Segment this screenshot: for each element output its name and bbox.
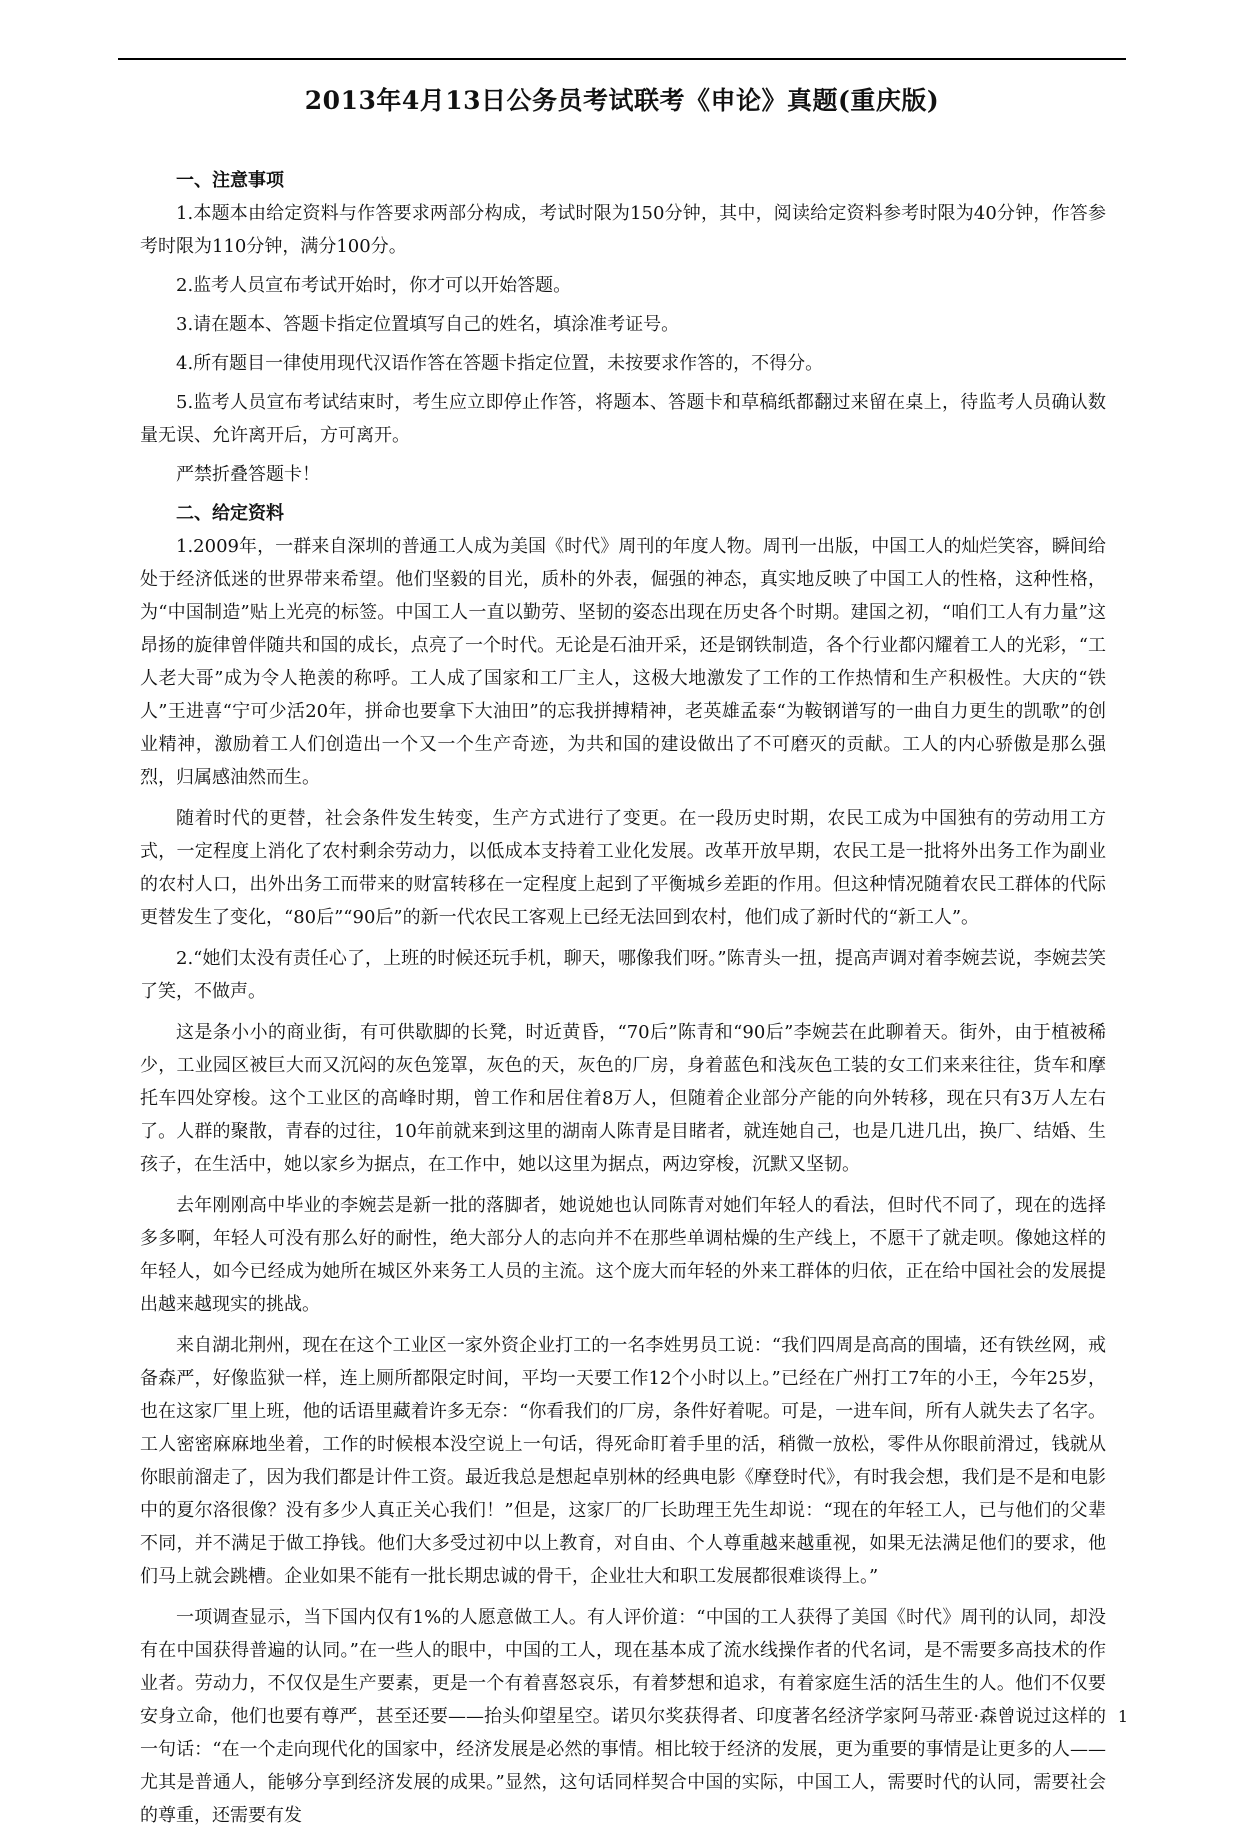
page-number: 1 [1117, 1707, 1128, 1726]
material-paragraph: 1.2009年，一群来自深圳的普通工人成为美国《时代》周刊的年度人物。周刊一出版，中国工人的灿烂笑容，瞬间给处于经济低迷的世界带来希望。他们坚毅的目光，质朴的外表，倔强的神态，真实地反映了中国工人的性格，这种性格，为“中国制造”贴上光亮的标签。中国工人一直以勤劳、坚韧的姿态出现在历史各个时期。建国之初，“咱们工人有力量”这昂扬的旋律曾伴随共和国的成长，点亮了一个时代。无论是石油开采，还是钢铁制造，各个行业都闪耀着工人的光彩，“工人老大哥”成为令人艳羡的称呼。工人成了国家和工厂主人，这极大地激发了工作的工作热情和生产积极性。大庆的“铁人”王进喜“宁可少活20年，拼命也要拿下大油田”的忘我拼搏精神，老英雄孟泰“为鞍钢谱写的一曲自力更生的凯歌”的创业精神，激励着工人们创造出一个又一个生产奇迹，为共和国的建设做出了不可磨灭的贡献。工人的内心骄傲是那么强烈，归属感油然而生。 [140, 536, 1106, 788]
material-paragraph: 去年刚刚高中毕业的李婉芸是新一批的落脚者，她说她也认同陈青对她们年轻人的看法，但时代不同了，现在的选择多多啊，年轻人可没有那么好的耐性，绝大部分人的志向并不在那些单调枯燥的生产线上，不愿干了就走呗。像她这样的年轻人，如今已经成为她所在城区外来务工人员的主流。这个庞大而年轻的外来工群体的归依，正在给中国社会的发展提出越来越现实的挑战。 [140, 1195, 1106, 1315]
notice-warning: 严禁折叠答题卡！ [176, 464, 320, 485]
notice-item: 4.所有题目一律使用现代汉语作答在答题卡指定位置，未按要求作答的，不得分。 [176, 353, 824, 374]
notice-item: 2.监考人员宣布考试开始时，你才可以开始答题。 [176, 275, 572, 296]
material-paragraph: 2.“她们太没有责任心了，上班的时候还玩手机，聊天，哪像我们呀。”陈青头一扭，提高声调对着李婉芸说，李婉芸笑了笑，不做声。 [140, 948, 1106, 1002]
notice-item: 3.请在题本、答题卡指定位置填写自己的姓名，填涂准考证号。 [176, 314, 680, 335]
document-title: 2013年4月13日公务员考试联考《申论》真题(重庆版) [304, 86, 940, 115]
notice-item: 1.本题本由给定资料与作答要求两部分构成，考试时限为150分钟，其中，阅读给定资料参考时限为40分钟，作答参考时限为110分钟，满分100分。 [140, 203, 1106, 257]
material-paragraph: 这是条小小的商业街，有可供歇脚的长凳，时近黄昏，“70后”陈青和“90后”李婉芸在此聊着天。街外，由于植被稀少，工业园区被巨大而又沉闷的灰色笼罩，灰色的天，灰色的厂房，身着蓝色和浅灰色工装的女工们来来往往，货车和摩托车四处穿梭。这个工业区的高峰时期，曾工作和居住着8万人，但随着企业部分产能的向外转移，现在只有3万人左右了。人群的聚散，青春的过往，10年前就来到这里的湖南人陈青是目睹者，就连她自己，也是几进几出，换厂、结婚、生孩子，在生活中，她以家乡为据点，在工作中，她以这里为据点，两边穿梭，沉默又坚韧。 [140, 1022, 1106, 1175]
document-body [140, 160, 1106, 1840]
header-rule [118, 58, 1126, 60]
material-paragraph: 随着时代的更替，社会条件发生转变，生产方式进行了变更。在一段历史时期，农民工成为中国独有的劳动用工方式，一定程度上消化了农村剩余劳动力，以低成本支持着工业化发展。改革开放早期，农民工是一批将外出务工作为副业的农村人口，出外出务工而带来的财富转移在一定程度上起到了平衡城乡差距的作用。但这种情况随着农民工群体的代际更替发生了变化，“80后”“90后”的新一代农民工客观上已经无法回到农村，他们成了新时代的“新工人”。 [140, 808, 1106, 928]
material-paragraph: 来自湖北荆州，现在在这个工业区一家外资企业打工的一名李姓男员工说：“我们四周是高高的围墙，还有铁丝网，戒备森严，好像监狱一样，连上厕所都限定时间，平均一天要工作12个小时以上。”已经在广州打工7年的小王，今年25岁，也在这家厂里上班，他的话语里藏着许多无奈：“你看我们的厂房，条件好着呢。可是，一进车间，所有人就失去了名字。工人密密麻麻地坐着，工作的时候根本没空说上一句话，得死命盯着手里的活，稍微一放松，零件从你眼前滑过，钱就从你眼前溜走了，因为我们都是计件工资。最近我总是想起卓别林的经典电影《摩登时代》，有时我会想，我们是不是和电影中的夏尔洛很像？没有多少人真正关心我们！”但是，这家厂的厂长助理王先生却说：“现在的年轻工人，已与他们的父辈不同，并不满足于做工挣钱。他们大多受过初中以上教育，对自由、个人尊重越来越重视，如果无法满足他们的要求，他们马上就会跳槽。企业如果不能有一批长期忠诚的骨干，企业壮大和职工发展都很难谈得上。” [140, 1335, 1106, 1587]
notice-item: 5.监考人员宣布考试结束时，考生应立即停止作答，将题本、答题卡和草稿纸都翻过来留在桌上，待监考人员确认数量无误、允许离开后，方可离开。 [140, 392, 1106, 446]
notice-heading: 一、注意事项 [176, 170, 284, 191]
materials-heading: 二、给定资料 [176, 503, 284, 524]
material-paragraph: 一项调查显示，当下国内仅有1%的人愿意做工人。有人评价道：“中国的工人获得了美国《时代》周刊的认同，却没有在中国获得普遍的认同。”在一些人的眼中，中国的工人，现在基本成了流水线操作者的代名词，是不需要多高技术的作业者。劳动力，不仅仅是生产要素，更是一个有着喜怒哀乐，有着梦想和追求，有着家庭生活的活生生的人。他们不仅要安身立命，他们也要有尊严，甚至还要——抬头仰望星空。诺贝尔奖获得者、印度著名经济学家阿马蒂亚·森曾说过这样的一句话：“在一个走向现代化的国家中，经济发展是必然的事情。相比较于经济的发展，更为重要的事情是让更多的人——尤其是普通人，能够分享到经济发展的成果。”显然，这句话同样契合中国的实际，中国工人，需要时代的认同，需要社会的尊重，还需要有发 [140, 1607, 1106, 1826]
